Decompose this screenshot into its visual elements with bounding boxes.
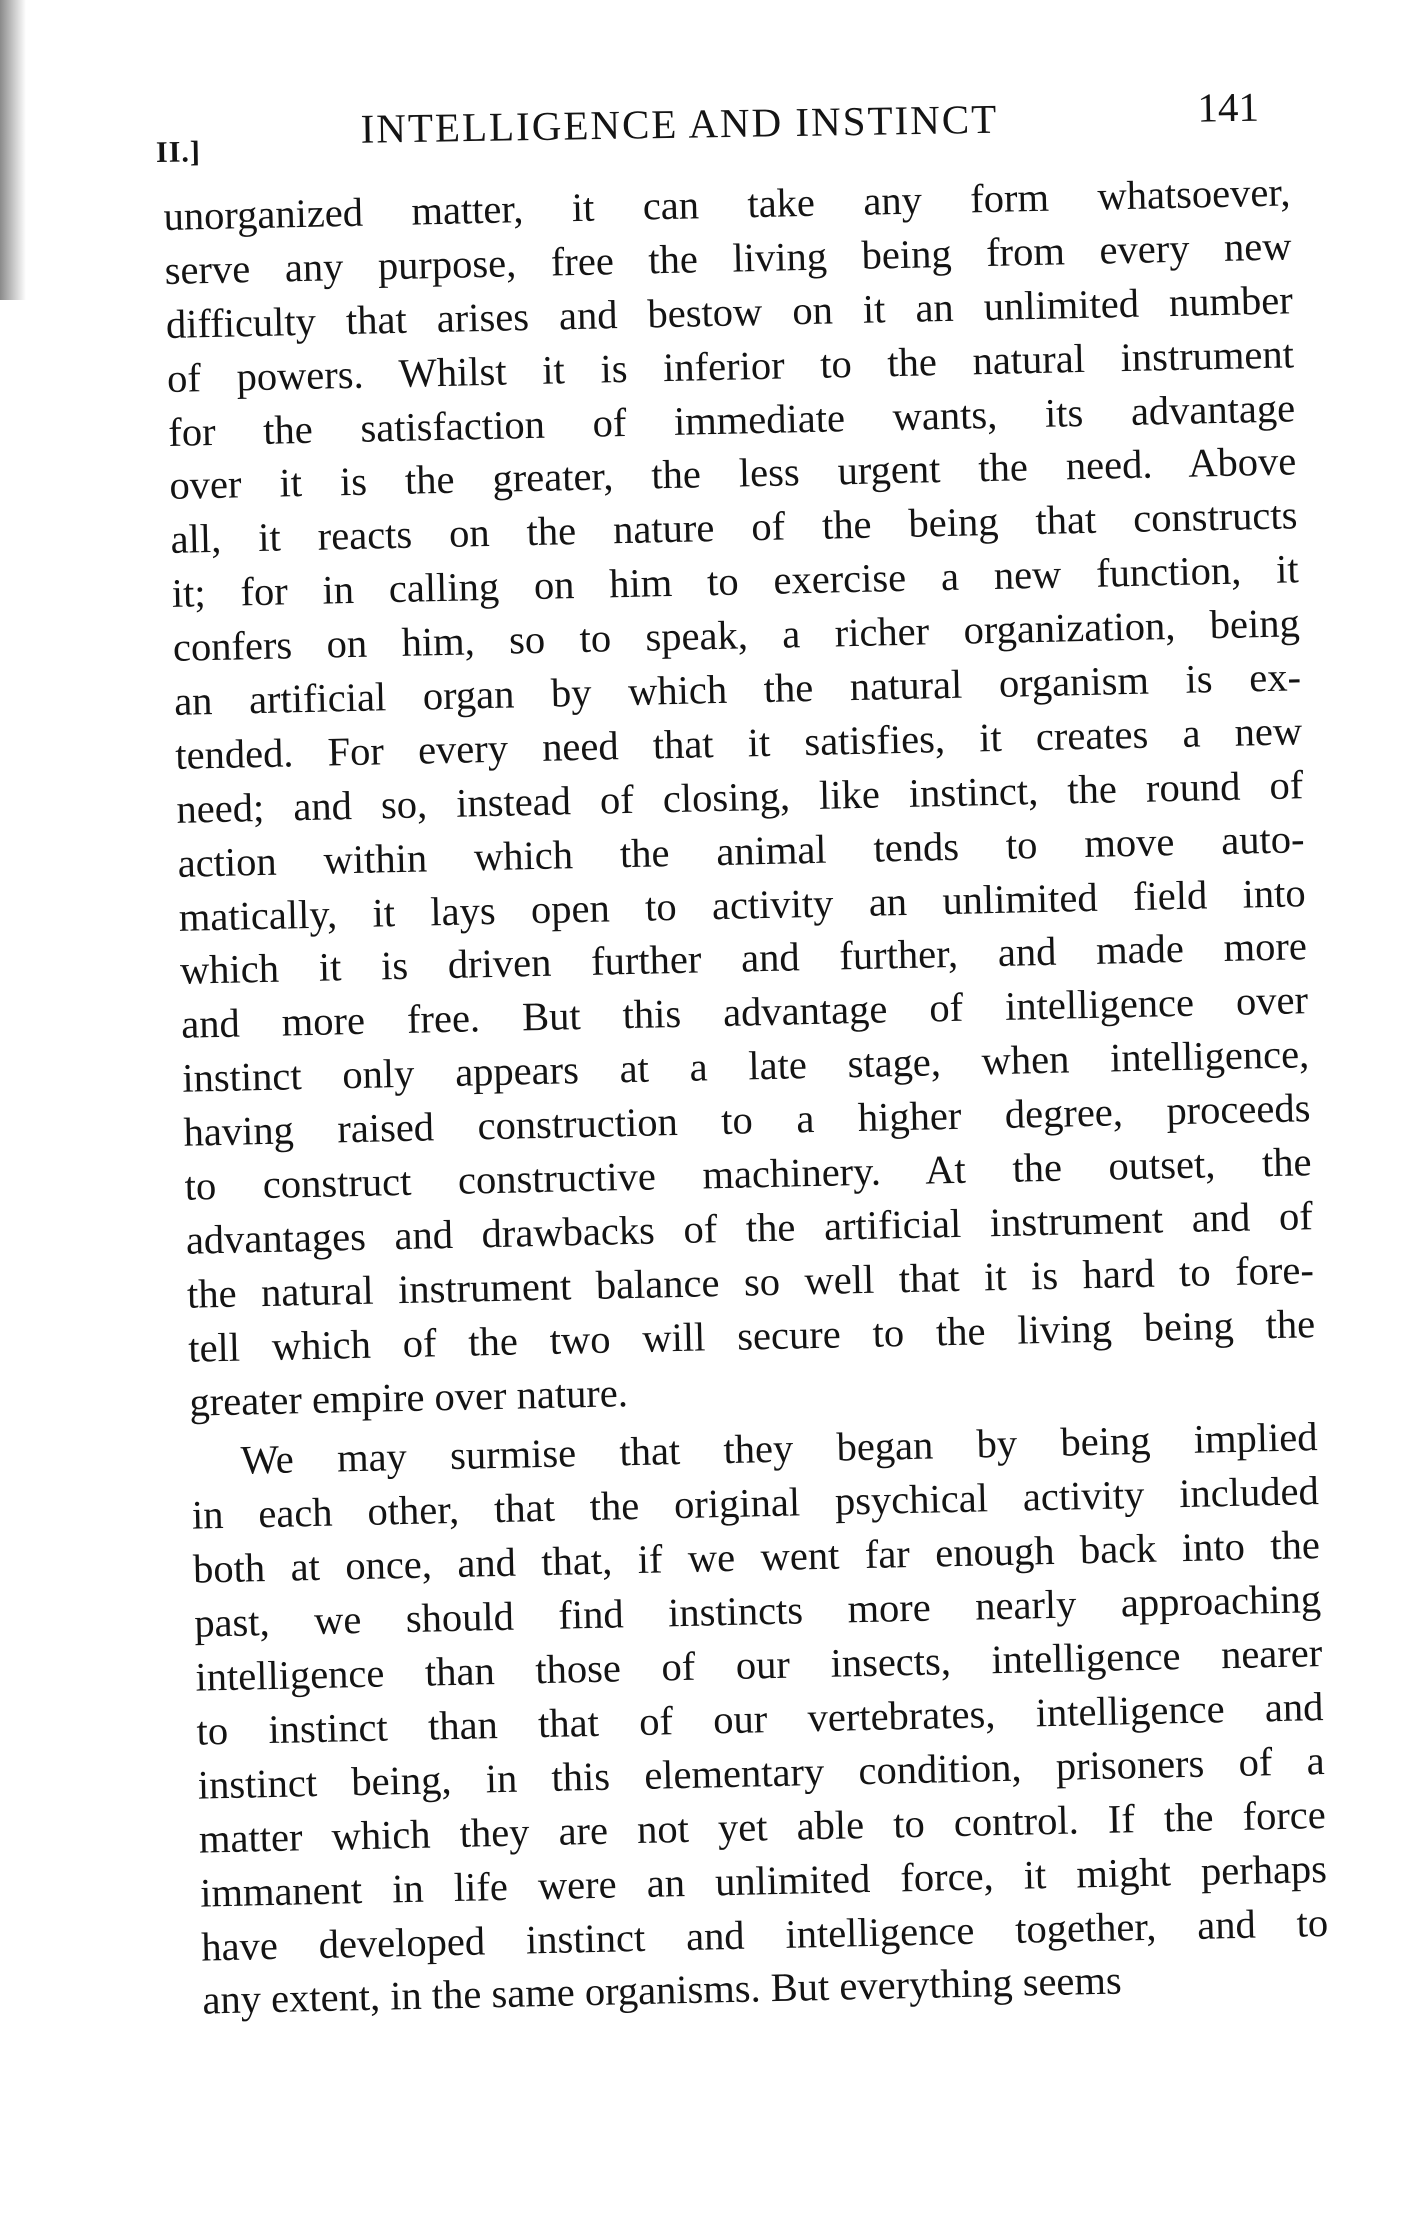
text-line: the natural instrument balance so well that it is hard to fore- bbox=[186, 1246, 1315, 1317]
text-line: serve any purpose, free the living being from every new bbox=[164, 223, 1292, 293]
page-edge-shadow bbox=[0, 0, 26, 300]
text-line: over it is the greater, the less urgent the need. Above bbox=[168, 438, 1297, 509]
running-header bbox=[155, 71, 1260, 169]
text-line: any extent, in the same organisms. But everything seems bbox=[202, 1957, 1123, 2023]
text-line: matter which they are not yet able to control. If the force bbox=[198, 1791, 1327, 1862]
text-line: in each other, that the original psychical activity included bbox=[191, 1468, 1320, 1539]
text-line: an artificial organ by which the natural organism is ex- bbox=[173, 654, 1302, 724]
text-line: which it is driven further and further, and made more bbox=[179, 923, 1308, 994]
body-text bbox=[163, 165, 1330, 2027]
chapter-number: II.] bbox=[155, 135, 202, 169]
text-line: greater empire over nature. bbox=[188, 1369, 629, 1425]
text-line: intelligence than those of our insects, intelligence nearer bbox=[194, 1630, 1323, 1700]
text-line: matically, it lays open to activity an unlimited field into bbox=[178, 869, 1307, 940]
text-line: having raised construction to a higher degree, proceeds bbox=[183, 1085, 1311, 1155]
text-line: past, we should find instincts more nearly approaching bbox=[193, 1576, 1322, 1646]
text-line: action within which the animal tends to move auto- bbox=[177, 815, 1305, 886]
text-line: confers on him, so to speak, a richer organization, being bbox=[172, 600, 1301, 671]
text-line: to construct constructive machinery. At the outset, the bbox=[184, 1139, 1312, 1209]
text-line: tell which of the two will secure to the living being the bbox=[187, 1300, 1316, 1371]
text-line: instinct being, in this elementary condition, prisoners of a bbox=[197, 1737, 1326, 1808]
running-title: INTELLIGENCE AND INSTINCT bbox=[360, 95, 999, 152]
text-line: instinct only appears at a late stage, when intelligence, bbox=[181, 1031, 1310, 1102]
text-line: immanent in life were an unlimited force, it might perhaps bbox=[199, 1845, 1328, 1916]
text-line: for the satisfaction of immediate wants, its advantage bbox=[167, 384, 1296, 455]
text-line: both at once, and that, if we went far enough back into the bbox=[192, 1522, 1321, 1592]
text-line: advantages and drawbacks of the artificial instrument and of bbox=[185, 1193, 1314, 1263]
text-line: unorganized matter, it can take any form whatsoever, bbox=[163, 169, 1291, 239]
text-line: have developed instinct and intelligence together, and to bbox=[200, 1899, 1329, 1970]
text-line: and more free. But this advantage of intelligence over bbox=[180, 977, 1309, 1048]
text-line: We may surmise that they began by being implied bbox=[240, 1414, 1318, 1484]
text-line: to instinct than that of our vertebrates, intelligence and bbox=[196, 1683, 1324, 1754]
paragraph bbox=[163, 165, 1317, 1429]
text-line: tended. For every need that it satisfies, it creates a new bbox=[174, 708, 1303, 778]
page-number: 141 bbox=[1197, 83, 1260, 131]
text-line: it; for in calling on him to exercise a new function, it bbox=[171, 546, 1300, 617]
paragraph bbox=[190, 1411, 1330, 2028]
text-line: difficulty that arises and bestow on it an unlimited number bbox=[165, 277, 1294, 347]
text-line: need; and so, instead of closing, like instinct, the round of bbox=[176, 762, 1304, 832]
text-line: all, it reacts on the nature of the being that constructs bbox=[170, 492, 1298, 563]
text-line: of powers. Whilst it is inferior to the natural instrument bbox=[166, 331, 1295, 401]
